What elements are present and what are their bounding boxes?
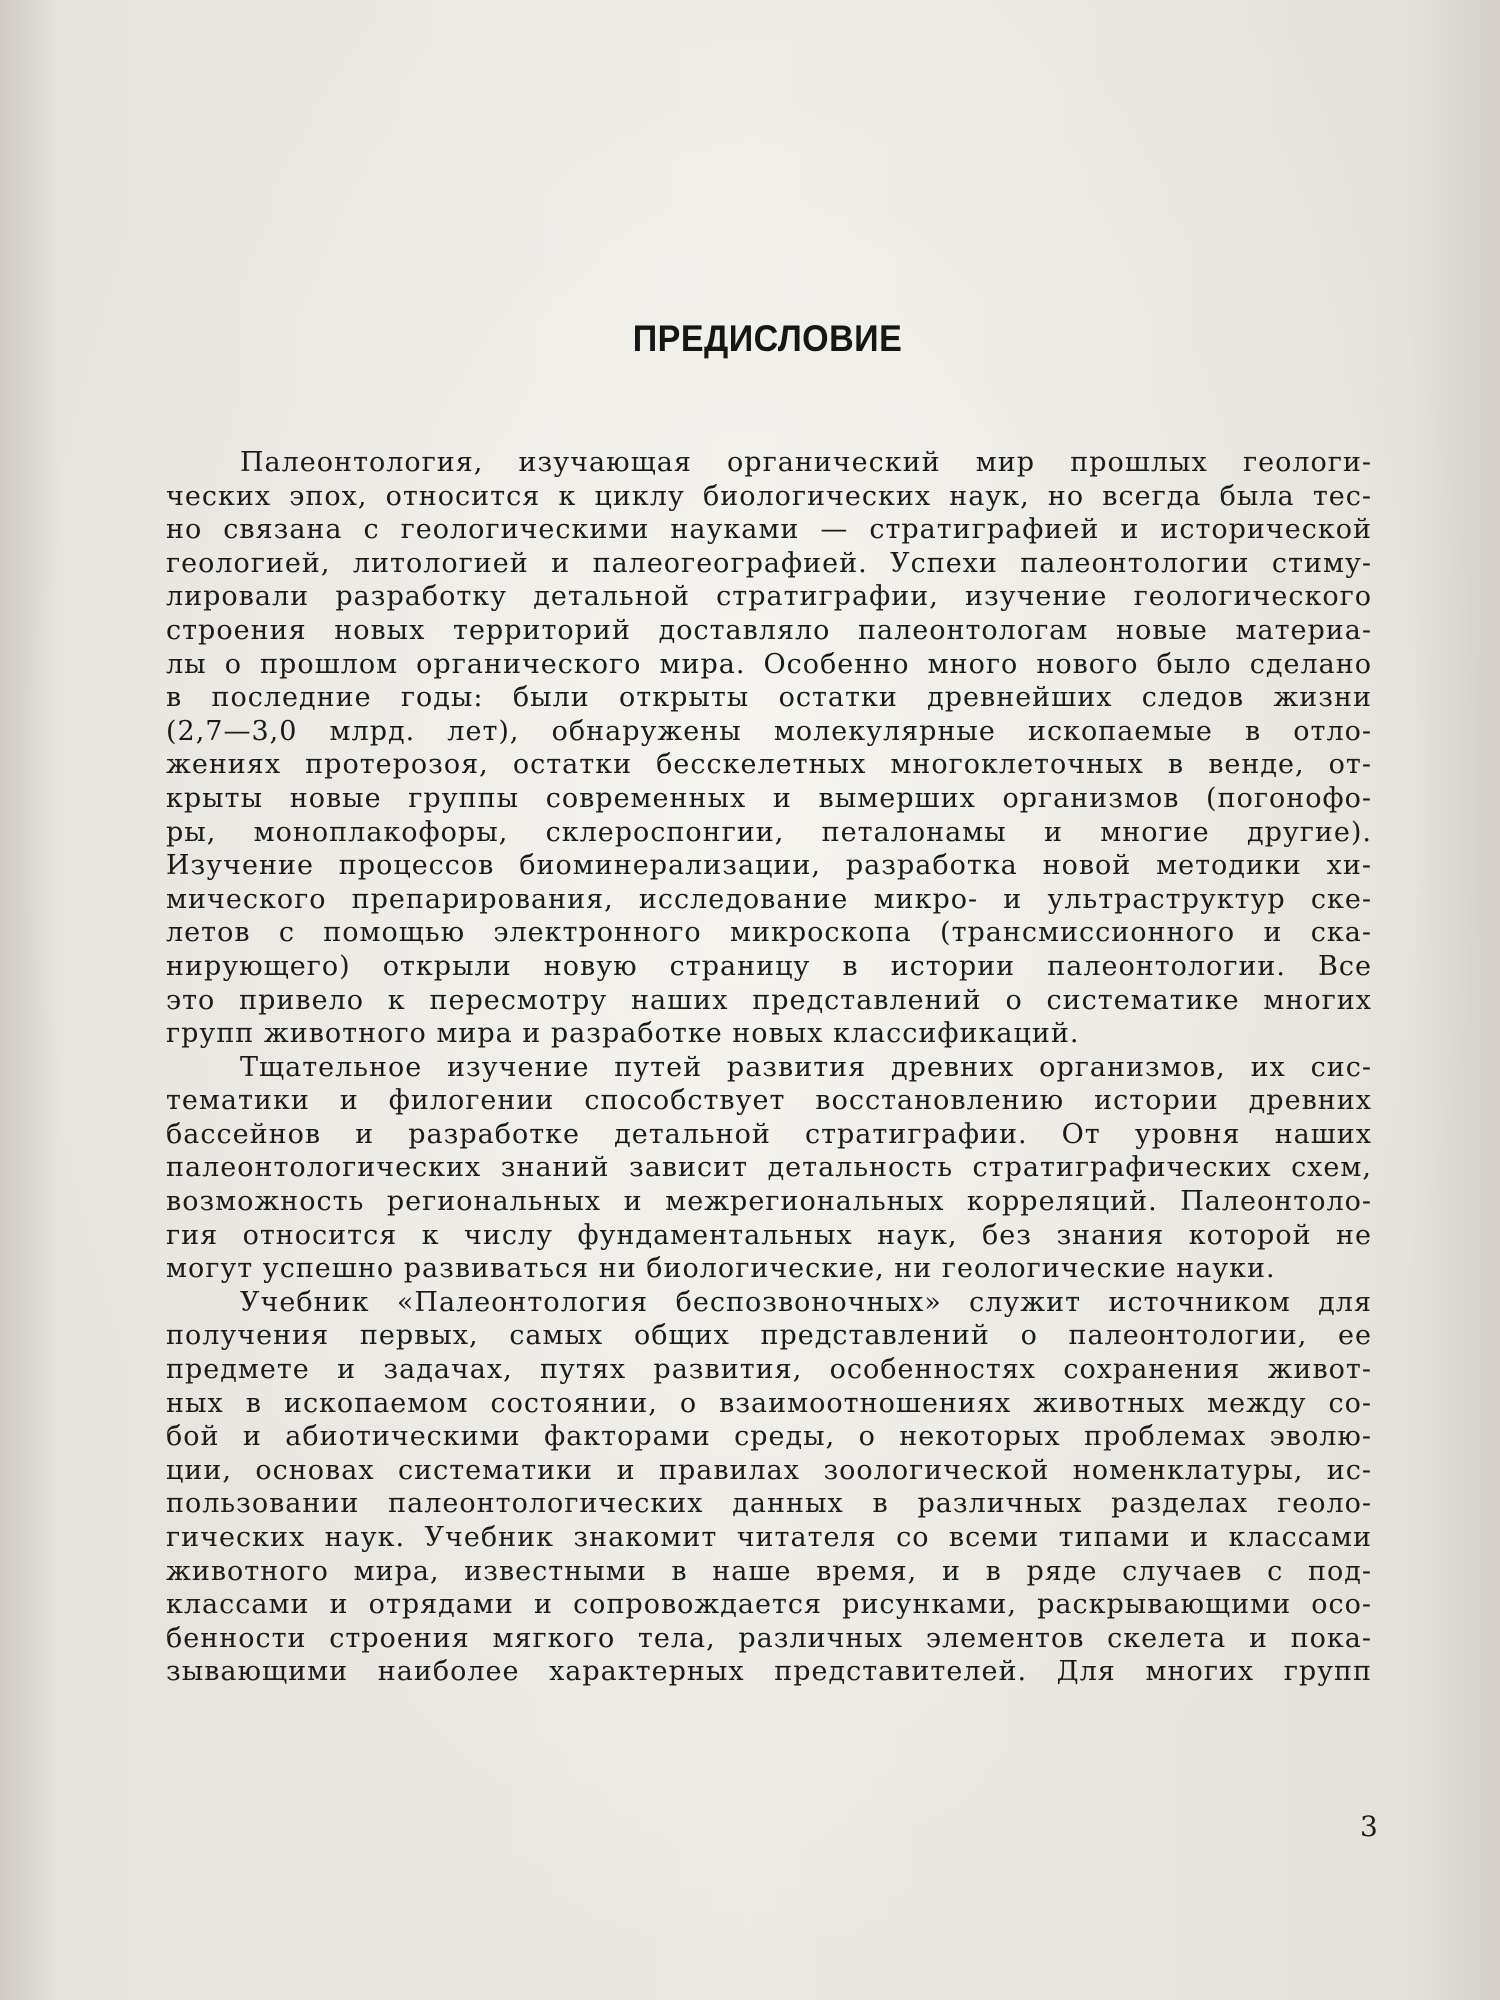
text-line: (2,7—3,0 млрд. лет), обнаружены молекулярные ископаемые в отло- [166,715,1372,747]
text-line: получения первых, самых общих представлений о палеонтологии, ее [166,1320,1372,1352]
text-line: Тщательное изучение путей развития древних организмов, их сис- [240,1051,1372,1083]
text-line: гических наук. Учебник знакомит читателя со всеми типами и классами [166,1522,1372,1553]
text-line: нирующего) открыли новую страницу в истории палеонтологии. Все [166,950,1372,982]
text-line: животного мира, известными в наше время, и в ряде случаев с под- [166,1555,1372,1587]
paragraph-3 [166,1286,1372,1689]
text-line: бой и абиотическими факторами среды, о некоторых проблемах эволю- [166,1421,1372,1453]
text-line: летов с помощью электронного микроскопа (трансмиссионного и ска- [166,917,1372,949]
text-line: Палеонтология, изучающая органический мир прошлых геологи- [240,447,1372,478]
text-line: пользовании палеонтологических данных в различных разделах геоло- [166,1488,1372,1520]
text-line: ции, основах систематики и правилах зоологической номенклатуры, ис- [166,1454,1372,1486]
page-number: 3 [1360,1810,1378,1843]
text-line: строения новых территорий доставляло палеонтологам новые материа- [166,614,1372,646]
paragraph-1 [166,446,1372,1051]
paragraph-2 [166,1051,1372,1286]
text-line: могут успешно развиваться ни биологические, ни геологические науки. [166,1253,1276,1285]
page-title: ПРЕДИСЛОВИЕ [632,318,903,359]
text-line: Учебник «Палеонтология беспозвоночных» служит источником для [240,1286,1372,1318]
text-line: лы о прошлом органического мира. Особенно много нового было сделано [166,648,1372,680]
text-line: геологией, литологией и палеогеографией. Успехи палеонтологии стиму- [166,547,1372,579]
text-line: бенности строения мягкого тела, различных элементов скелета и пока- [166,1622,1372,1654]
text-line: лировали разработку детальной стратиграфии, изучение геологического [166,581,1372,613]
text-line: Изучение процессов биоминерализации, разработка новой методики хи- [166,850,1372,882]
text-line: бассейнов и разработке детальной стратиграфии. От уровня наших [166,1118,1372,1150]
text-line: зывающими наиболее характерных представителей. Для многих групп [166,1656,1372,1688]
text-line: мического препарирования, исследование микро- и ультраструктур ске- [166,883,1372,915]
text-line: тематики и филогении способствует восстановлению истории древних [166,1085,1372,1117]
text-line: ры, моноплакофоры, склероспонгии, петалонамы и многие другие). [166,816,1372,848]
text-line: в последние годы: были открыты остатки древнейших следов жизни [166,682,1372,714]
text-line: групп животного мира и разработке новых классификаций. [166,1018,1080,1050]
text-line: жениях протерозоя, остатки бесскелетных многоклеточных в венде, от- [166,749,1372,781]
text-line: гия относится к числу фундаментальных наук, без знания которой не [166,1219,1372,1251]
text-line: предмете и задачах, путях развития, особенностях сохранения живот- [166,1354,1372,1386]
text-line: это привело к пересмотру наших представлений о систематике многих [166,984,1372,1016]
text-line: ных в ископаемом состоянии, о взаимоотношениях животных между со- [166,1387,1372,1419]
text-line: крыты новые группы современных и вымерших организмов (погонофо- [166,782,1372,814]
body-text [166,446,1372,1689]
text-line: ческих эпох, относится к циклу биологических наук, но всегда была тес- [166,480,1372,512]
text-line: возможность региональных и межрегиональных корреляций. Палеонтоло- [166,1186,1372,1218]
text-line: но связана с геологическими науками — стратиграфией и исторической [166,514,1372,546]
text-line: палеонтологических знаний зависит детальность стратиграфических схем, [166,1152,1372,1184]
text-line: классами и отрядами и сопровождается рисунками, раскрывающими осо- [166,1589,1372,1621]
